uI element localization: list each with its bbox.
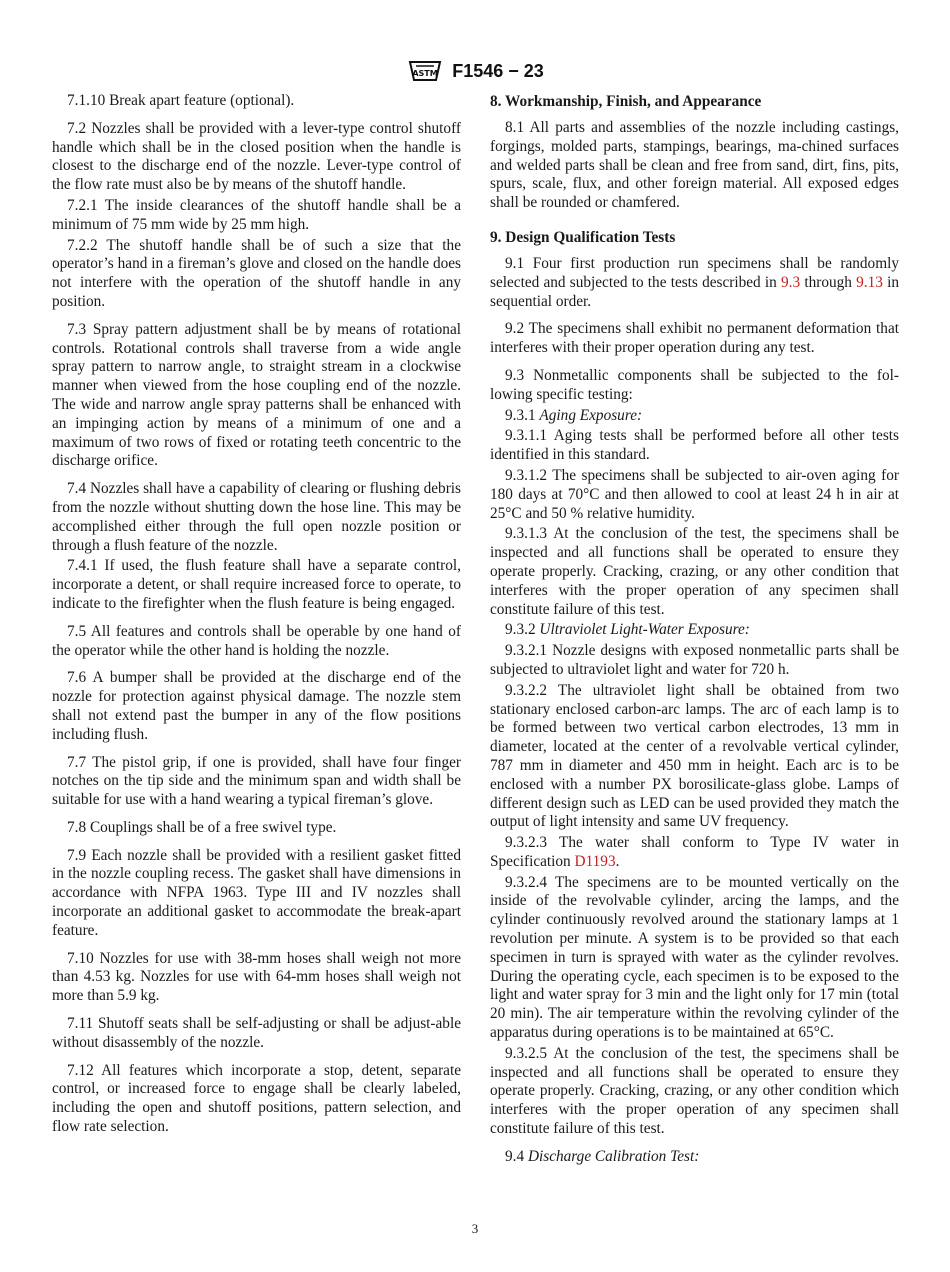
- para-9-1-text-c: in sequential order.: [490, 273, 899, 310]
- para-7-10: 7.10 Nozzles for use with 38-mm hoses shall weigh not more than 4.53 kg. Nozzles for use with 64-mm hoses shall weigh not more than 5.9 kg.: [52, 949, 461, 1005]
- para-7-8: 7.8 Couplings shall be of a free swivel type.: [67, 818, 337, 836]
- left-column: [52, 92, 461, 1146]
- para-9-4-title: Discharge Calibration Test:: [527, 1147, 700, 1165]
- ref-link-d1193[interactable]: D1193: [574, 852, 616, 870]
- para-9-3-2-4: 9.3.2.4 The specimens are to be mounted vertically on the inside of the revolvable cylinder, arcing the lamps, and the cylinder continuously revolved around the stationary lamps at 1 revolution per minute. A system is to be provided so that each specimen in turn is sprayed with water as the cylinder revolves. During the operating cycle, each specimen is to be exposed to the light and water spray for 3 min and the light only for 17 min (total 20 min). The air temperature within the revolving cylinder of the apparatus during operations is to be maintained at 65°C.: [490, 873, 899, 1042]
- logo-text: ASTM: [412, 69, 438, 78]
- astm-logo-icon: [406, 56, 444, 86]
- para-7-1-10: 7.1.10 Break apart feature (optional).: [67, 92, 295, 109]
- para-7-12: 7.12 All features which incorporate a stop, detent, separate control, or increased force to engage shall be clearly labeled, including the open and shutoff positions, pattern selection, and flow rate selection.: [52, 1061, 461, 1136]
- para-9-3-2-3-text-b: .: [615, 852, 620, 870]
- para-9-3-2-5: 9.3.2.5 At the conclusion of the test, the specimens shall be inspected and all functions shall be operated to ensure they operate properly. Cracking, crazing, or any other condition which interferes with the proper operation of any specimen shall constitute failure of this test.: [490, 1044, 899, 1138]
- para-7-2: 7.2 Nozzles shall be provided with a lever-type control shutoff handle which shall be in the closed position when the handle is closest to the discharge end of the nozzle. Lever-type control of the flow rate must also be by means of the shutoff handle.: [52, 119, 461, 194]
- para-9-3-2-3: [490, 834, 899, 872]
- para-7-11: 7.11 Shutoff seats shall be self-adjusting or shall be adjust-able without disassembly of the nozzle.: [52, 1015, 461, 1051]
- section-9-heading: 9. Design Qualification Tests: [490, 228, 676, 246]
- para-7-7: 7.7 The pistol grip, if one is provided, shall have four finger notches on the tip side and the minimum span and width shall be suitable for use with a hand wearing a typical fireman’s glove.: [52, 753, 461, 809]
- para-7-3: 7.3 Spray pattern adjustment shall be by means of rotational controls. Rotational controls shall traverse from a wide angle spray pattern to narrow angle, to straight stream in a clockwise manner when viewed from the hose coupling end of the nozzle. The wide and narrow angle spray patterns shall be enhanced with an impinging action by means of a minimum of one and a maximum of two rows of fixed or rotating teeth concentric to the discharge orifice.: [52, 320, 461, 470]
- ref-link-9-13[interactable]: 9.13: [856, 273, 883, 291]
- para-9-4-number: 9.4: [505, 1147, 528, 1165]
- para-9-3-2: [490, 621, 899, 640]
- para-7-9: 7.9 Each nozzle shall be provided with a resilient gasket fitted in the nozzle coupling recess. The gasket shall have dimensions in accordance with NFPA 1963. Type III and IV nozzles shall incorporate an additional gasket to accommodate the break-apart feature.: [52, 846, 461, 939]
- para-9-3-1-1: 9.3.1.1 Aging tests shall be performed before all other tests identified in this standard.: [490, 427, 899, 464]
- section-8-heading: 8. Workmanship, Finish, and Appearance: [490, 93, 762, 110]
- para-7-4-1: 7.4.1 If used, the flush feature shall have a separate control, incorporate a detent, or shall require increased force to operate, to indicate to the firefighter when the flush feature is being engaged.: [52, 557, 461, 612]
- para-9-3-2-3-text-a: 9.3.2.3 The water shall conform to Type IV water in Specification: [490, 834, 899, 870]
- para-9-3-2-1: 9.3.2.1 Nozzle designs with exposed nonmetallic parts shall be subjected to ultraviolet light and water for 720 h.: [490, 642, 899, 678]
- right-column: [490, 92, 899, 1176]
- para-9-4: [490, 1148, 899, 1167]
- para-9-3-2-title: Ultraviolet Light-Water Exposure:: [539, 621, 750, 639]
- para-9-3-2-2: 9.3.2.2 The ultraviolet light shall be obtained from two stationary enclosed carbon-arc lamps. The arc of each lamp is to be formed between two vertical carbon electrodes, 13 mm in diameter, located at the center of a revolvable vertical cylinder, 787 mm in diameter and 450 mm in height. Each arc is to be enclosed with a number PX borosilicate-glass globe. Lamps of different design such as LED can be used provided they match the output of light intensity and same UV frequency.: [490, 681, 899, 831]
- ref-link-9-3[interactable]: 9.3: [781, 273, 801, 291]
- para-9-1-text-b: through: [800, 273, 857, 291]
- para-9-1: [490, 255, 899, 311]
- para-9-2: 9.2 The specimens shall exhibit no permanent deformation that interferes with their proper operation during any test.: [490, 320, 899, 357]
- para-9-3-1-number: 9.3.1: [505, 406, 540, 424]
- para-7-6: 7.6 A bumper shall be provided at the discharge end of the nozzle for protection against physical damage. The nozzle stem shall not extend past the bumper in any of the flow positions including flush.: [52, 669, 461, 743]
- para-9-3-1-2: 9.3.1.2 The specimens shall be subjected to air-oven aging for 180 days at 70°C and then allowed to cool at least 24 h in air at 25°C and 50 % relative humidity.: [490, 466, 899, 522]
- page-number: 3: [471, 1221, 479, 1236]
- para-7-4: 7.4 Nozzles shall have a capability of clearing or flushing debris from the nozzle without shutting down the hose line. This may be accomplished either through the full open nozzle position or through a flush feature of the nozzle.: [52, 480, 461, 554]
- para-8-1: 8.1 All parts and assemblies of the nozzle including castings, forgings, molded parts, stampings, bearings, ma-chined surfaces and welded parts shall be clean and free from sand, dirt, fins, pits, spurs, scale, flux, and other foreign material. All exposed edges shall be rounded or chamfered.: [490, 119, 899, 212]
- para-9-3-1-3: 9.3.1.3 At the conclusion of the test, the specimens shall be inspected and all functions shall be operated to ensure they operate properly. Cracking, crazing, or any other condition that interferes with the proper operation of any specimen shall constitute failure of this test.: [490, 525, 899, 618]
- para-7-5: 7.5 All features and controls shall be operable by one hand of the operator while the other hand is holding the nozzle.: [52, 622, 461, 659]
- para-9-3-1-title: Aging Exposure:: [539, 406, 643, 424]
- document-id: F1546 − 23: [452, 60, 544, 81]
- para-9-1-text-a: 9.1 Four first production run specimens shall be randomly selected and subjected to the tests described in: [490, 254, 899, 291]
- para-9-3-2-number: 9.3.2: [505, 621, 540, 639]
- para-7-2-2: 7.2.2 The shutoff handle shall be of such a size that the operator’s hand in a fireman’s glove and closed on the handle does not interfere with the operation of the shutoff handle in any position.: [52, 236, 461, 310]
- para-7-2-1: 7.2.1 The inside clearances of the shutoff handle shall be a minimum of 75 mm wide by 25 mm high.: [52, 196, 461, 233]
- page-header: [0, 56, 950, 86]
- para-9-3-1: [490, 407, 899, 426]
- para-9-3: 9.3 Nonmetallic components shall be subjected to the fol-lowing specific testing:: [490, 366, 899, 403]
